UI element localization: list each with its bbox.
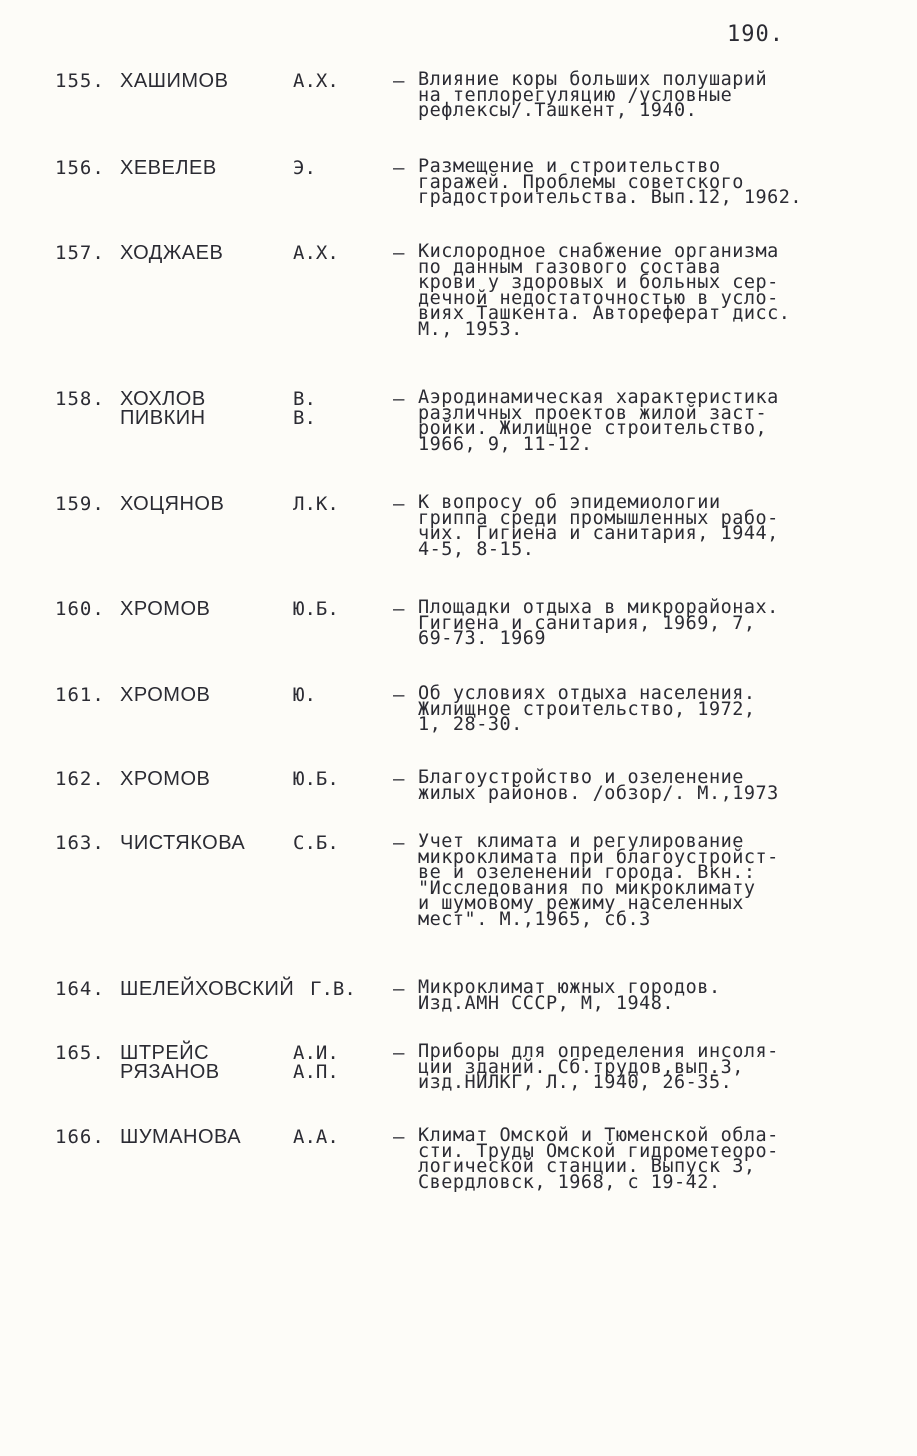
entry-description: Размещение и строительство гаражей. Проблемы советского градостроительства. Вып.12, 1962. [418, 156, 803, 208]
entry-author: ШЕЛЕЙХОВСКИЙ [120, 978, 295, 1000]
entry-description: Учет климата и регулирование микроклимата при благоустройст- ве и озеленении города. Вкн.: "Исследования по микроклимату и шумовому режиму населенных мест". М.,1965, сб.3 [418, 831, 779, 930]
entry-initials: Ю.Б. [293, 768, 339, 790]
entry-author: ХОДЖАЕВ [120, 242, 224, 264]
entry-author: ХРОМОВ [120, 598, 211, 620]
entry-number: 158. [55, 388, 105, 410]
entry-initials: Л.К. [293, 493, 339, 515]
entry-number: 166. [55, 1126, 105, 1148]
entry-number: 163. [55, 832, 105, 854]
entry-dash: – [393, 1126, 405, 1148]
entry-author: ШТРЕЙС РЯЗАНОВ [120, 1042, 220, 1083]
entry-number: 156. [55, 157, 105, 179]
entry-description: К вопросу об эпидемиологии гриппа среди промышленных рабо- чих. Гигиена и санитария, 1944, 4-5, 8-15. [418, 492, 779, 560]
entry-number: 159. [55, 493, 105, 515]
entry-description: Благоустройство и озеленение жилых районов. /обзор/. М.,1973 [418, 767, 779, 804]
entry-dash: – [393, 388, 405, 410]
entry-number: 162. [55, 768, 105, 790]
entry-dash: – [393, 684, 405, 706]
entry-number: 155. [55, 70, 105, 92]
entry-description: Аэродинамическая характеристика различных проектов жилой заст- ройки. Жилищное строительство, 1966, 9, 11-12. [418, 387, 779, 455]
entry-author: ХЕВЕЛЕВ [120, 157, 217, 179]
entry-number: 161. [55, 684, 105, 706]
entry-author: ХАШИМОВ [120, 70, 229, 92]
entry-description: Площадки отдыха в микрорайонах. Гигиена и санитария, 1969, 7, 69-73. 1969 [418, 597, 779, 649]
entry-description: Климат Омской и Тюменской обла- сти. Труды Омской гидрометеоро- логической станции. Выпуск 3, Свердловск, 1968, с 19-42. [418, 1125, 779, 1193]
entry-dash: – [393, 598, 405, 620]
entry-description: Влияние коры больших полушарий на теплорегуляцию /условные рефлексы/.Ташкент, 1940. [418, 69, 768, 121]
entry-dash: – [393, 157, 405, 179]
entry-description: Об условиях отдыха населения. Жилищное строительство, 1972, 1, 28-30. [418, 683, 756, 735]
entry-dash: – [393, 978, 405, 1000]
entry-initials: А.И. А.П. [293, 1042, 339, 1083]
entry-dash: – [393, 493, 405, 515]
entry-initials: А.Х. [293, 242, 339, 264]
entry-author: ХРОМОВ [120, 768, 211, 790]
entry-initials: А.Х. [293, 70, 339, 92]
entry-number: 157. [55, 242, 105, 264]
entry-dash: – [393, 1042, 405, 1064]
entry-author: ЧИСТЯКОВА [120, 832, 246, 854]
entry-initials: Э. [293, 157, 316, 179]
entry-number: 164. [55, 978, 105, 1000]
entry-description: Микроклимат южных городов. Изд.АМН СССР, М, 1948. [418, 977, 721, 1014]
entry-author: ХОЦЯНОВ [120, 493, 225, 515]
entry-number: 160. [55, 598, 105, 620]
entry-dash: – [393, 242, 405, 264]
page-number: 190. [727, 22, 784, 47]
entry-dash: – [393, 832, 405, 854]
entry-description: Приборы для определения инсоля- ции зданий. Сб.трудов,вып.3, изд.НИЛКГ, Л., 1940, 26-35. [418, 1041, 779, 1093]
entry-initials: В. В. [293, 388, 316, 429]
entry-initials: А.А. [293, 1126, 339, 1148]
entry-initials: С.Б. [293, 832, 339, 854]
entry-author: ШУМАНОВА [120, 1126, 242, 1148]
entry-dash: – [393, 70, 405, 92]
entry-description: Кислородное снабжение организма по данным газового состава крови у здоровых и больных сер- дечной недостаточностью в усло- виях Ташкента. Автореферат дисс. М., 1953. [418, 241, 791, 340]
entry-author: ХОХЛОВ ПИВКИН [120, 388, 206, 429]
entry-initials: Ю. [293, 684, 316, 706]
entry-author: ХРОМОВ [120, 684, 211, 706]
entry-initials: Ю.Б. [293, 598, 339, 620]
entry-dash: – [393, 768, 405, 790]
entry-number: 165. [55, 1042, 105, 1064]
entry-initials: Г.В. [310, 978, 356, 1000]
